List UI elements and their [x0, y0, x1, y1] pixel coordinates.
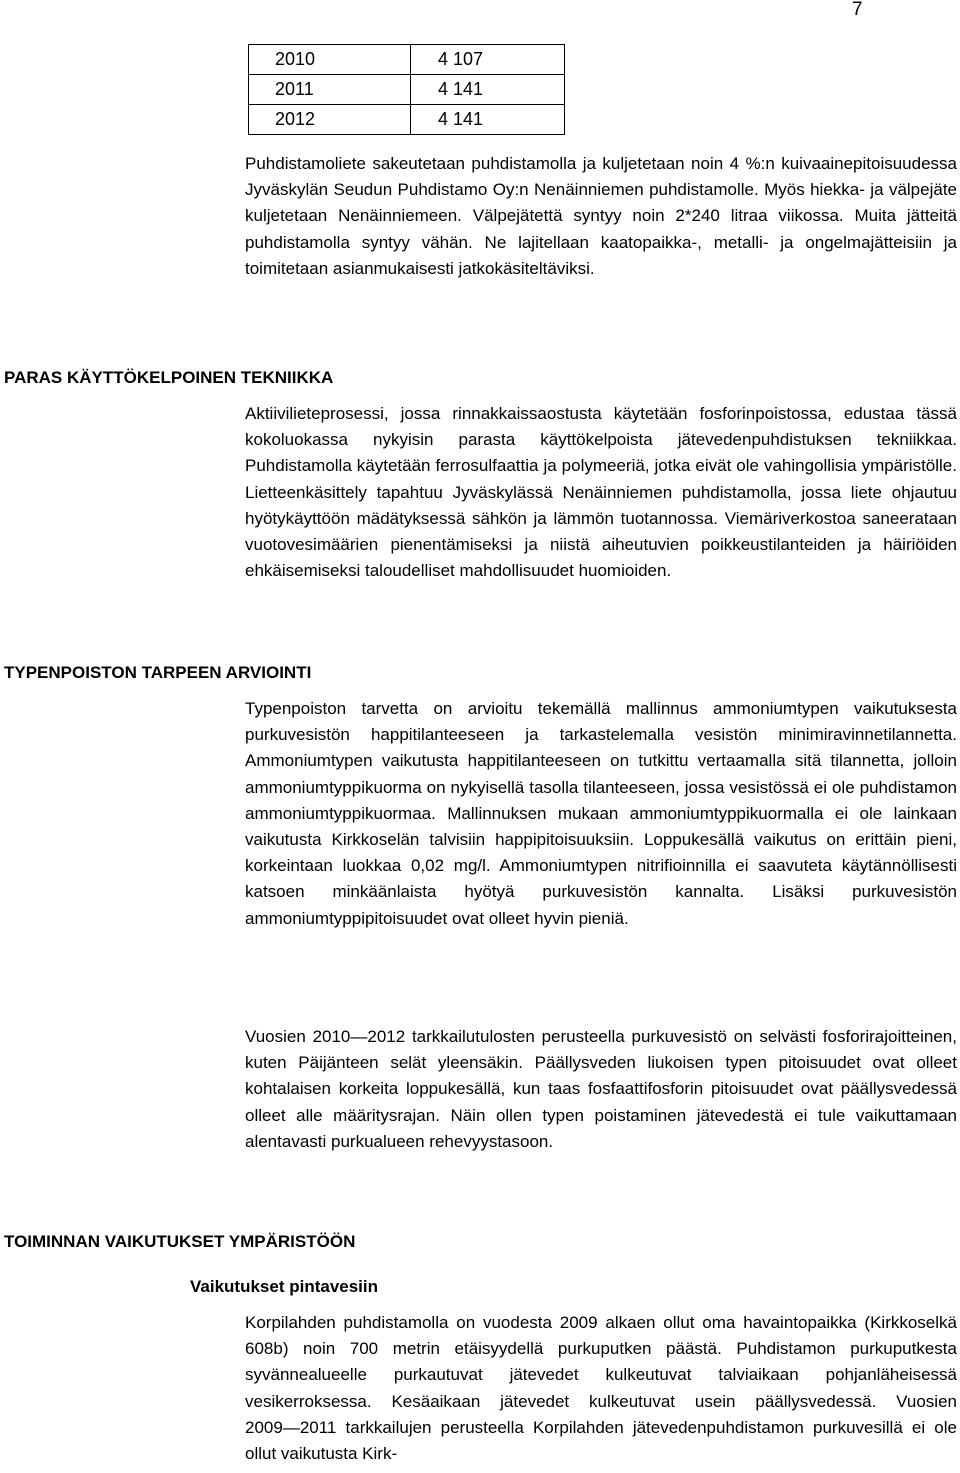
table-cell-value: 4 141	[411, 105, 565, 135]
bat-paragraph: Aktiivilieteprosessi, jossa rinnakkaissaostusta käytetään fosforinpoistossa, edustaa tässä kokoluokassa nykyisin parasta käyttökelpoista jätevedenpuhdistuksen tekniikkaa. Puhdistamolla käytetään ferrosulfaattia ja polymeeriä, jotka eivät ole vahingollisia ympäristölle. Lietteenkäsittely tapahtuu Jyväskylässä Nenäinniemen puhdistamolla, jossa liete ohjautuu hyötykäyttöön mädätyksessä sähkön ja lämmön tuotannossa. Viemäriverkostoa saneerataan vuotovesimäärien pienentämiseksi ja niistä aiheutuvien poikkeustilanteiden ja häiriöiden ehkäisemiseksi taloudelliset mahdollisuudet huomioiden.	[245, 404, 957, 581]
table-cell-year: 2012	[249, 105, 411, 135]
impacts-heading: TOIMINNAN VAIKUTUKSET YMPÄRISTÖÖN	[4, 1232, 356, 1251]
table-cell-year: 2010	[249, 45, 411, 75]
table-cell-value: 4 141	[411, 75, 565, 105]
page-number: 7	[852, 0, 863, 20]
yearly-data-table	[248, 44, 565, 135]
table-cell-value: 4 107	[411, 45, 565, 75]
table-cell-year: 2011	[249, 75, 411, 105]
nitrogen-paragraph-2: Vuosien 2010―2012 tarkkailutulosten perusteella purkuvesistö on selvästi fosforirajoitteinen, kuten Päijänteen selät yleensäkin. Päällysveden liukoisen typen pitoisuudet ovat olleet kohtalaisen korkeita loppukesällä, kun taas fosfaattifosforin pitoisuudet ovat päällysvedessä olleet alle määritysrajan. Näin ollen typen poistaminen jätevedestä ei tule vaikuttamaan alentavasti purkualueen rehevyystasoon.	[245, 1027, 957, 1151]
bat-heading: PARAS KÄYTTÖKELPOINEN TEKNIIKKA	[4, 368, 334, 387]
nitrogen-heading: TYPENPOISTON TARPEEN ARVIOINTI	[4, 663, 312, 682]
impacts-paragraph: Korpilahden puhdistamolla on vuodesta 2009 alkaen ollut oma havaintopaikka (Kirkkoselkä 608b) noin 700 metrin etäisyydellä purkuputken päästä. Puhdistamon purkuputkesta syvännealueelle purkautuvat jätevedet kulkeutuvat talviaikaan pohjanläheisessä vesikerroksessa. Kesäaikaan jätevedet kulkeutuvat usein päällysvedessä. Vuosien 2009―2011 tarkkailujen perusteella Korpilahden jätevedenpuhdistamon purkuvesillä ei ole ollut vaikutusta Kirk-	[245, 1313, 957, 1464]
nitrogen-paragraph-1: Typenpoiston tarvetta on arvioitu tekemällä mallinnus ammoniumtypen vaikutuksesta purkuvesistön happitilanteeseen ja tarkastelemalla vesistön minimiravinnetilannetta. Ammoniumtypen vaikutusta happitilanteeseen on tutkittu vertaamalla sitä tilannetta, jolloin ammoniumtyppikuorma on nykyisellä tasolla tilanteeseen, jossa vesistössä ei ole puhdistamon ammoniumtyppikuormaa. Mallinnuksen mukaan ammoniumtyppikuormalla ei ole lainkaan vaikutusta Kirkkoselän talvisiin happipitoisuuksiin. Loppukesällä vaikutus on erittäin pieni, korkeintaan luokkaa 0,02 mg/l. Ammoniumtypen nitrifioinnilla ei saavuteta käytännöllisesti katsoen minkäänlaista hyötyä purkuvesistön kannalta. Lisäksi purkuvesistön ammoniumtyppipitoisuudet ovat olleet hyvin pieniä.	[245, 699, 957, 928]
table-row	[249, 75, 565, 105]
table-row	[249, 45, 565, 75]
table-row	[249, 105, 565, 135]
surface-water-subheading: Vaikutukset pintavesiin	[190, 1277, 379, 1296]
intro-paragraph: Puhdistamoliete sakeutetaan puhdistamolla ja kuljetetaan noin 4 %:n kuivaainepitoisuudessa Jyväskylän Seudun Puhdistamo Oy:n Nenäinniemen puhdistamolle. Myös hiekka- ja välpejäte kuljetetaan Nenäinniemeen. Välpejätettä syntyy noin 2*240 litraa viikossa. Muita jätteitä puhdistamolla syntyy vähän. Ne lajitellaan kaatopaikka-, metalli- ja ongelmajätteisiin ja toimitetaan asianmukaisesti jatkokäsiteltäviksi.	[245, 154, 957, 278]
